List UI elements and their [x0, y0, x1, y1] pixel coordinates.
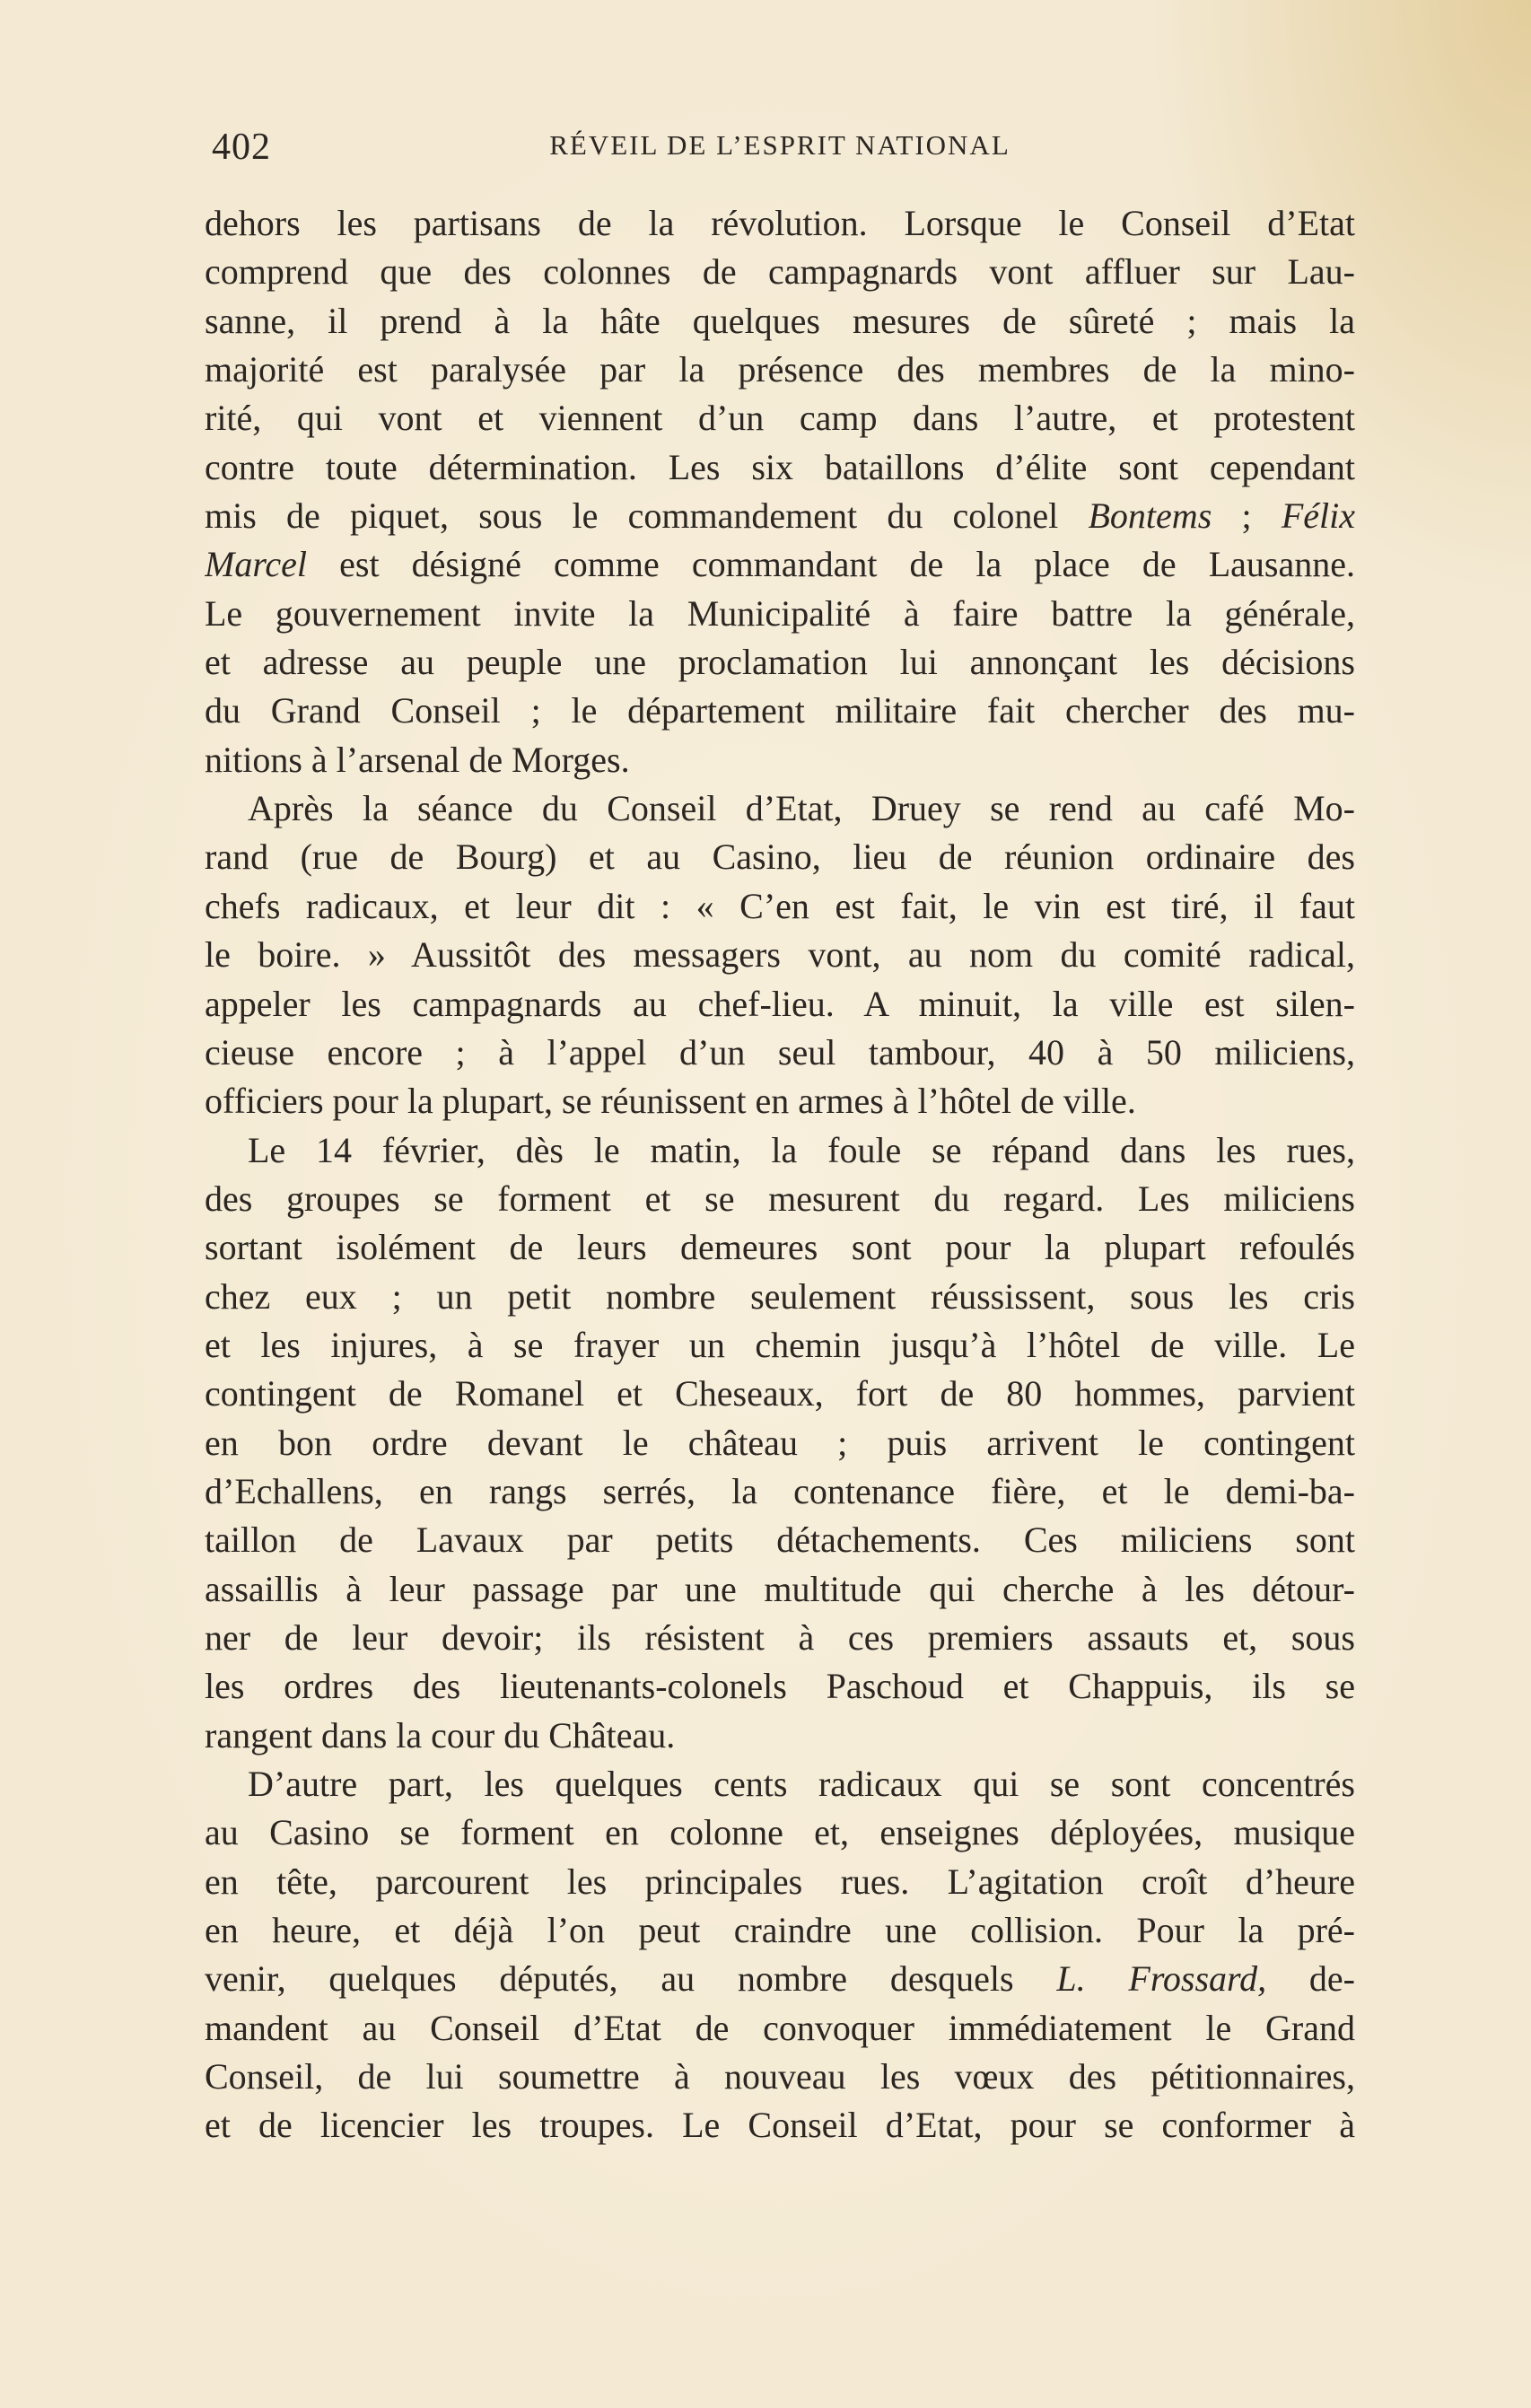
- text-line: rand (rue de Bourg) et au Casino, lieu de réunion ordinaire des: [205, 836, 1355, 878]
- text-line: des groupes se forment et se mesurent du regard. Les miliciens: [205, 1178, 1355, 1219]
- text-line: D’autre part, les quelques cents radicaux qui se sont concentrés: [248, 1764, 1355, 1804]
- text-line: dehors les partisans de la révolution. Lorsque le Conseil d’Etat: [205, 203, 1355, 243]
- text-segment: est désigné comme commandant de la place de Lausanne.: [307, 544, 1355, 585]
- text-line: cieuse encore ; à l’appel d’un seul tambour, 40 à 50 miliciens,: [205, 1031, 1355, 1073]
- text-line: chez eux ; un petit nombre seulement réussissent, sous les cris: [205, 1275, 1355, 1317]
- text-line: contingent de Romanel et Cheseaux, fort de 80 hommes, parvient: [205, 1373, 1355, 1414]
- text-line: en bon ordre devant le château ; puis arrivent le contingent: [205, 1422, 1355, 1463]
- text-line: [205, 540, 1355, 589]
- text-line: en tête, parcourent les principales rues. L’agitation croît d’heure: [205, 1861, 1355, 1902]
- text-line: les ordres des lieutenants-colonels Paschoud et Chappuis, ils se: [205, 1666, 1355, 1707]
- text-line: Conseil, de lui soumettre à nouveau les vœux des pétitionnaires,: [205, 2056, 1355, 2097]
- italic-name: Bontems: [1088, 495, 1212, 537]
- body-text: [205, 199, 1355, 2150]
- text-line: chefs radicaux, et leur dit : « C’en est fait, le vin est tiré, il faut: [205, 885, 1355, 926]
- italic-name: Félix: [1281, 495, 1355, 537]
- text-line: officiers pour la plupart, se réunissent en armes à l’hôtel de ville.: [205, 1081, 1136, 1122]
- text-line: ner de leur devoir; ils résistent à ces premiers assauts et, sous: [205, 1616, 1355, 1658]
- text-segment: de-: [1266, 1958, 1355, 2000]
- text-line: mandent au Conseil d’Etat de convoquer immédiatement le Grand: [205, 2007, 1355, 2048]
- text-line: au Casino se forment en colonne et, enseignes déployées, musique: [205, 1812, 1355, 1853]
- text-line: [205, 1955, 1355, 2003]
- text-line: le boire. » Aussitôt des messagers vont, au nom du comité radical,: [205, 934, 1355, 976]
- text-line: taillon de Lavaux par petits détachements. Ces miliciens sont: [205, 1519, 1355, 1561]
- text-segment: ;: [1212, 495, 1282, 537]
- text-segment: mis de piquet, sous le commandement du colonel: [205, 495, 1089, 537]
- text-line: appeler les campagnards au chef-lieu. A minuit, la ville est silen-: [205, 983, 1355, 1024]
- text-line: comprend que des colonnes de campagnards vont affluer sur Lau-: [205, 251, 1355, 293]
- text-line: rité, qui vont et viennent d’un camp dans l’autre, et protestent: [205, 398, 1355, 439]
- text-line: rangent dans la cour du Château.: [205, 1714, 676, 1756]
- book-page: [205, 0, 1355, 2408]
- italic-name: L. Frossard,: [1056, 1958, 1267, 2000]
- text-line: et de licencier les troupes. Le Conseil d’Etat, pour se conformer à: [205, 2105, 1355, 2146]
- text-line: et les injures, à se frayer un chemin jusqu’à l’hôtel de ville. Le: [205, 1324, 1355, 1365]
- text-line: Le gouvernement invite la Municipalité à faire battre la générale,: [205, 592, 1355, 634]
- text-line: nitions à l’arsenal de Morges.: [205, 739, 630, 780]
- text-line: et adresse au peuple une proclamation lui annonçant les décisions: [205, 642, 1355, 683]
- text-line: sanne, il prend à la hâte quelques mesures de sûreté ; mais la: [205, 300, 1355, 341]
- text-line: d’Echallens, en rangs serrés, la contenance fière, et le demi-ba-: [205, 1470, 1355, 1511]
- running-title: RÉVEIL DE L’ESPRIT NATIONAL: [549, 129, 1010, 161]
- text-line: sortant isolément de leurs demeures sont pour la plupart refoulés: [205, 1227, 1355, 1268]
- text-line: Le 14 février, dès le matin, la foule se répand dans les rues,: [248, 1129, 1355, 1170]
- text-line: [205, 492, 1355, 540]
- running-head: [205, 126, 1355, 171]
- text-line: majorité est paralysée par la présence des membres de la mino-: [205, 349, 1355, 390]
- text-line: contre toute détermination. Les six bataillons d’élite sont cependant: [205, 446, 1355, 487]
- text-line: assaillis à leur passage par une multitude qui cherche à les détour-: [205, 1568, 1355, 1609]
- text-line: Après la séance du Conseil d’Etat, Druey se rend au café Mo-: [248, 788, 1355, 829]
- text-line: en heure, et déjà l’on peut craindre une collision. Pour la pré-: [205, 1910, 1355, 1951]
- text-line: du Grand Conseil ; le département militaire fait chercher des mu-: [205, 690, 1355, 731]
- text-segment: venir, quelques députés, au nombre desquels: [205, 1958, 1057, 2000]
- page-number: 402: [212, 127, 271, 168]
- italic-name: Marcel: [205, 544, 308, 585]
